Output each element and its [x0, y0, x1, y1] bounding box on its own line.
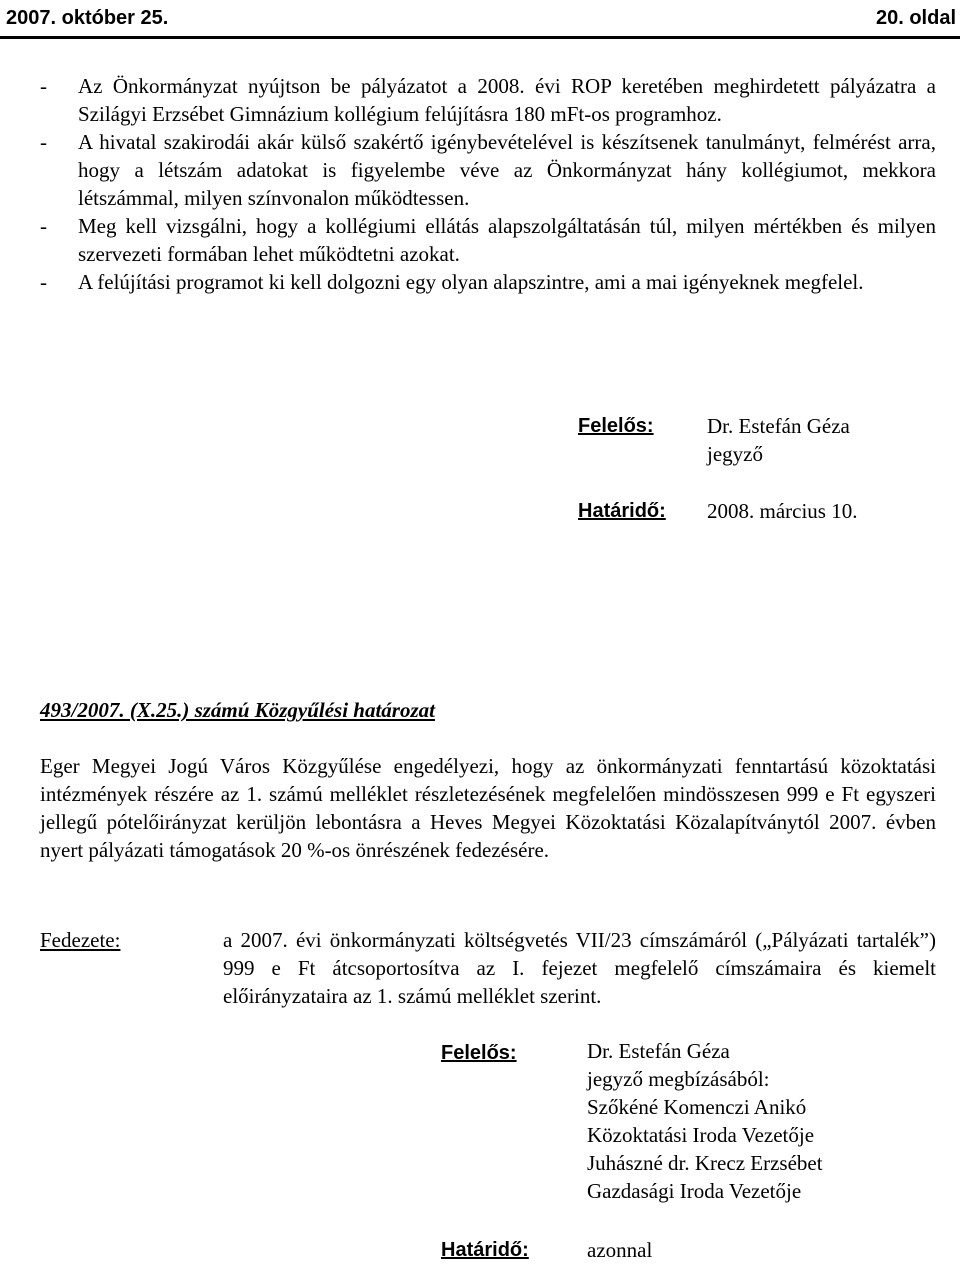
bullet-text: Meg kell vizsgálni, hogy a kollégiumi ellátás alapszolgáltatásán túl, milyen mértékben és milyen szervezeti formában lehet működtetni azokat.: [78, 214, 936, 266]
responsible-line: jegyző megbízásából:: [587, 1067, 770, 1091]
coverage-label: Fedezete:: [40, 928, 121, 952]
responsible-name: Dr. Estefán Géza: [707, 414, 850, 438]
responsible-list: [587, 1037, 823, 1205]
bullet-list: [40, 72, 936, 296]
resolution-title: 493/2007. (X.25.) számú Közgyűlési határozat: [40, 698, 435, 722]
responsible-label-2: Felelős:: [441, 1042, 517, 1064]
bullet-dash: -: [40, 74, 47, 98]
bullet-item: [40, 72, 936, 128]
coverage-text: a 2007. évi önkormányzati költségvetés VII/23 címszámáról („Pályázati tartalék”) 999 e Ft átcsoportosítva az I. fejezet megfelelő címszámaira és kiemelt előirányzataira az 1. számú melléklet szerint.: [223, 928, 936, 1008]
responsible-line: Juhászné dr. Krecz Erzsébet: [587, 1151, 823, 1175]
responsible-line: Közoktatási Iroda Vezetője: [587, 1123, 815, 1147]
bullet-dash: -: [40, 270, 47, 294]
responsible-role: jegyző: [707, 442, 763, 466]
bullet-text: Az Önkormányzat nyújtson be pályázatot a 2008. évi ROP keretében meghirdetett pályázatra a Szilágyi Erzsébet Gimnázium kollégium felújításra 180 mFt-os programhoz.: [78, 74, 936, 126]
bullet-text: A hivatal szakirodái akár külső szakértő igénybevételével is készítsenek tanulmányt, felmérést arra, hogy a létszám adatokat is figyelembe véve az Önkormányzat hány kollégiumot, mekkora létszámmal, milyen színvonalon működtessen.: [78, 130, 936, 210]
header-page-number: 20. oldal: [875, 7, 956, 29]
bullet-dash: -: [40, 130, 47, 154]
deadline-value-2: azonnal: [587, 1238, 653, 1262]
deadline-value: 2008. március 10.: [707, 499, 858, 523]
deadline-label-2: Határidő:: [441, 1239, 529, 1261]
responsible-line: Szőkéné Komenczi Anikó: [587, 1095, 807, 1119]
page-header: [6, 4, 956, 38]
responsible-line: Dr. Estefán Géza: [587, 1039, 730, 1063]
bullet-text: A felújítási programot ki kell dolgozni egy olyan alapszintre, ami a mai igényeknek megfelel.: [78, 270, 864, 294]
header-date: 2007. október 25.: [6, 7, 169, 29]
responsible-line: Gazdasági Iroda Vezetője: [587, 1179, 802, 1203]
header-rule: [0, 36, 960, 39]
bullet-item: [40, 268, 936, 296]
bullet-item: [40, 212, 936, 268]
deadline-label: Határidő:: [578, 500, 666, 522]
responsible-label: Felelős:: [578, 415, 654, 437]
bullet-dash: -: [40, 214, 47, 238]
resolution-body: Eger Megyei Jogú Város Közgyűlése engedélyezi, hogy az önkormányzati fenntartású közoktatási intézmények részére az 1. számú melléklet részletezésének megfelelően mindösszesen 999 e Ft egyszeri jellegű pótelőirányzat kerüljön lebontásra a Heves Megyei Közoktatási Közalapítványtól 2007. évben nyert pályázati támogatások 20 %-os önrészének fedezésére.: [40, 754, 936, 862]
bullet-item: [40, 128, 936, 212]
